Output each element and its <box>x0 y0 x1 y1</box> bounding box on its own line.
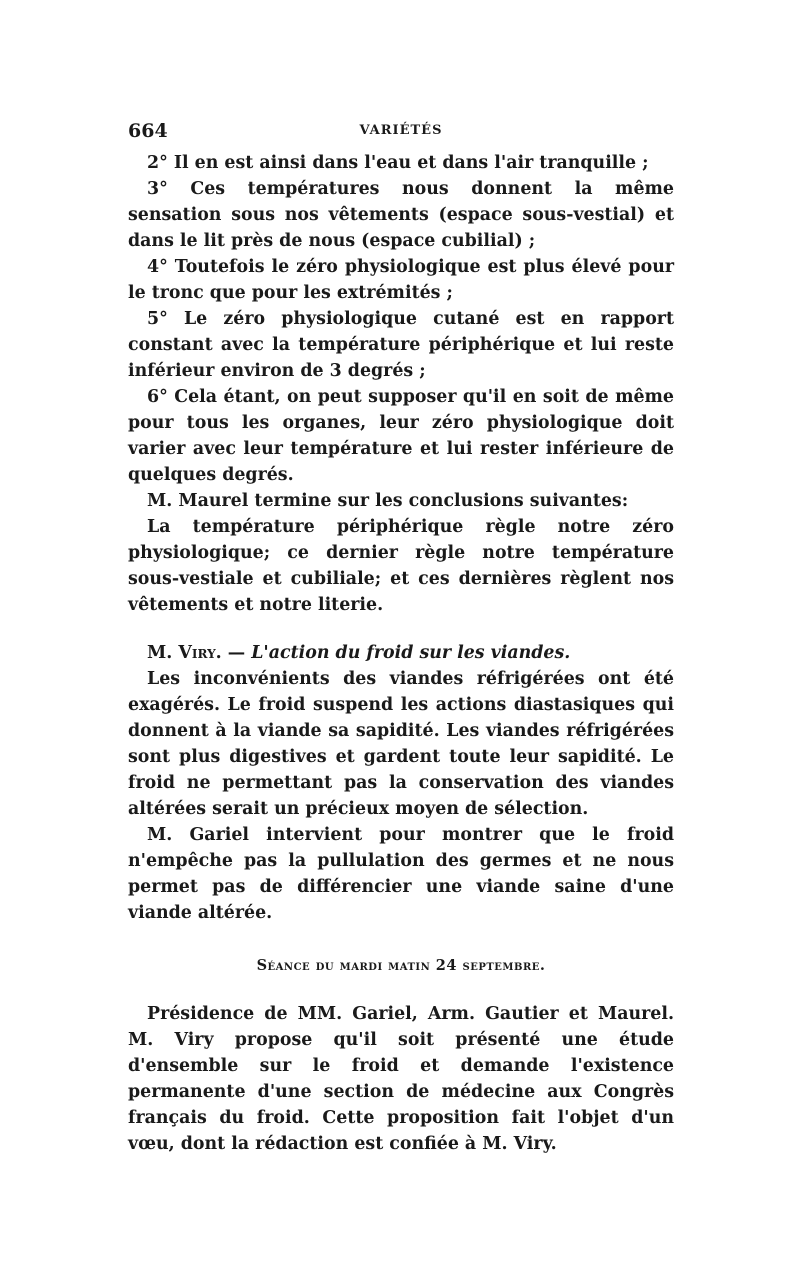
body-text <box>128 150 674 1157</box>
paragraph: 6° Cela étant, on peut supposer qu'il en soit de même pour tous les organes, leur zéro physiologique doit varier avec leur température et lui rester inférieure de quelques degrés. <box>128 387 674 485</box>
paragraph: 2° Il en est ainsi dans l'eau et dans l'air tranquille ; <box>147 153 649 173</box>
paragraph: Les inconvénients des viandes réfrigérées ont été exagérés. Le froid suspend les actions diastasiques qui donnent à la viande sa sapidité. Les viandes réfrigérées sont plus digestives et gardent toute leur sapidité. Le froid ne permettant pas la conservation des viandes altérées serait un précieux moyen de sélection. <box>128 669 674 819</box>
page-header <box>128 120 674 144</box>
em-dash: — <box>221 643 252 663</box>
running-title: VARIÉTÉS <box>359 123 443 138</box>
presentation-title: L'action du froid sur les viandes. <box>251 643 571 663</box>
paragraph: 4° Toutefois le zéro physiologique est plus élevé pour le tronc que pour les extrémités ; <box>128 257 674 303</box>
paragraph: M. Maurel termine sur les conclusions suivantes: <box>147 491 629 511</box>
speaker-name: M. Viry. <box>147 643 222 663</box>
paragraph: Présidence de MM. Gariel, Arm. Gautier et Maurel. M. Viry propose qu'il soit présenté une étude d'ensemble sur le froid et demande l'existence permanente d'une section de médecine aux Congrès français du froid. Cette proposition fait l'objet d'un vœu, dont la rédaction est confiée à M. Viry. <box>128 1004 674 1154</box>
paragraph: La température périphérique règle notre zéro physiologique; ce dernier règle notre température sous-vestiale et cubiliale; et ces dernières règlent nos vêtements et notre literie. <box>128 517 674 615</box>
presentation-heading <box>128 640 674 666</box>
paragraph: M. Gariel intervient pour montrer que le froid n'empêche pas la pullulation des germes et ne nous permet pas de différencier une viande saine d'une viande altérée. <box>128 825 674 923</box>
section-heading: Séance du mardi matin 24 septembre. <box>256 957 546 974</box>
paragraph: 3° Ces températures nous donnent la même sensation sous nos vêtements (espace sous-vestial) et dans le lit près de nous (espace cubilial) ; <box>128 179 674 251</box>
paragraph: 5° Le zéro physiologique cutané est en rapport constant avec la température périphérique et lui reste inférieur environ de 3 degrés ; <box>128 309 674 381</box>
page-number: 664 <box>128 120 168 142</box>
